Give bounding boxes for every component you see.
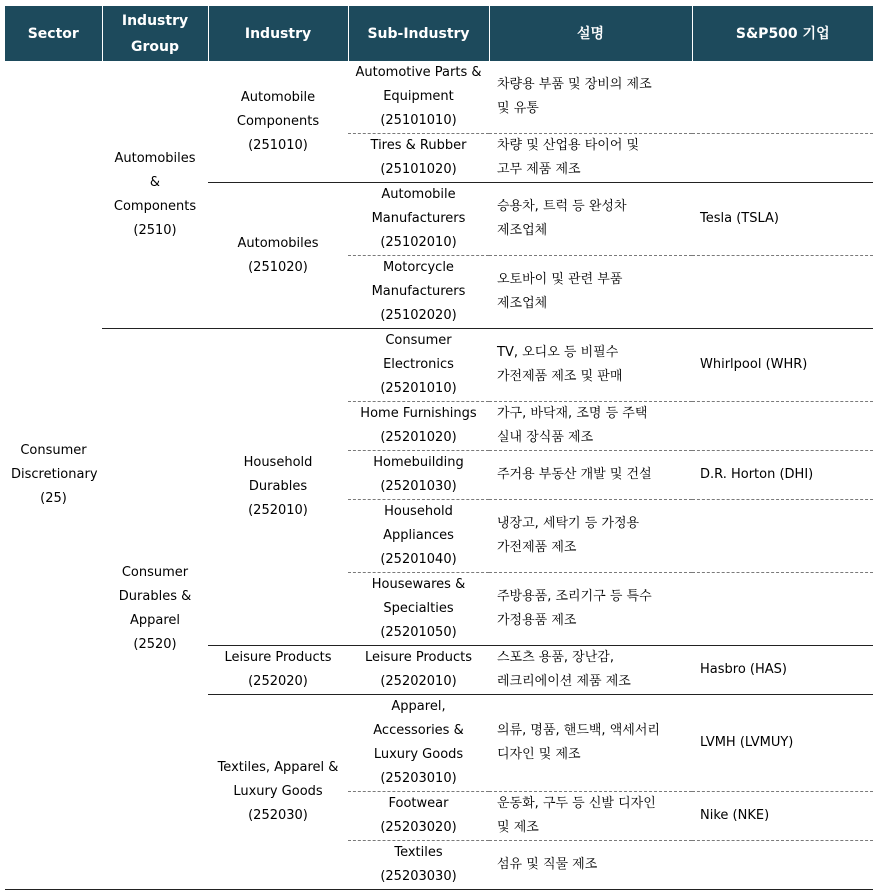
header-sector: Sector: [5, 6, 102, 61]
sub-industry-cell: Consumer Electronics (25201010): [348, 329, 489, 402]
company-cell: [692, 256, 873, 329]
company-cell: [692, 573, 873, 646]
company-cell: [692, 500, 873, 573]
sub-industry-code: (25203020): [380, 820, 457, 835]
industry-group-code: (2520): [133, 637, 177, 652]
company-cell: Whirlpool (WHR): [692, 329, 873, 402]
header-industry-group: Industry Group: [102, 6, 208, 61]
sub-industry-code: (25201040): [380, 552, 457, 567]
industry-code: (252030): [248, 808, 308, 823]
sub-industry-cell: Automobile Manufacturers (25102010): [348, 183, 489, 256]
sub-industry-cell: Automotive Parts & Equipment (25101010): [348, 61, 489, 134]
description-cell: 섬유 및 직물 제조: [489, 841, 692, 890]
sub-industry-cell: Household Appliances (25201040): [348, 500, 489, 573]
description-cell: 의류, 명품, 핸드백, 액세서리 디자인 및 제조: [489, 695, 692, 792]
sub-industry-code: (25201050): [380, 625, 457, 640]
sub-industry-code: (25101020): [380, 162, 457, 177]
table-row: [5, 61, 873, 134]
sub-industry-code: (25201010): [380, 381, 457, 396]
description-cell: 승용차, 트럭 등 완성차 제조업체: [489, 183, 692, 256]
sub-industry-cell: Homebuilding (25201030): [348, 451, 489, 500]
sub-industry-cell: Home Furnishings (25201020): [348, 402, 489, 451]
description-cell: 주거용 부동산 개발 및 건설: [489, 451, 692, 500]
description-cell: 냉장고, 세탁기 등 가정용 가전제품 제조: [489, 500, 692, 573]
gics-classification-table: [5, 6, 873, 890]
sub-industry-cell: Leisure Products (25202010): [348, 646, 489, 695]
sub-industry-cell: Textiles (25203030): [348, 841, 489, 890]
sub-industry-code: (25203030): [380, 869, 457, 884]
description-cell: 가구, 바닥재, 조명 등 주택 실내 장식품 제조: [489, 402, 692, 451]
sub-industry-code: (25201030): [380, 479, 457, 494]
description-cell: 차량용 부품 및 장비의 제조 및 유통: [489, 61, 692, 134]
sector-cell: [5, 61, 102, 890]
industry-code: (251020): [248, 259, 308, 275]
sector-code: (25): [40, 491, 67, 506]
industry-code: (251010): [248, 137, 308, 153]
industry-group-cell: Consumer Durables & Apparel (2520): [102, 329, 208, 890]
industry-cell: Household Durables (252010): [208, 329, 348, 646]
description-cell: 주방용품, 조리기구 등 특수 가정용품 제조: [489, 573, 692, 646]
sector-name: Consumer Discretionary: [11, 443, 98, 482]
company-cell: Nike (NKE): [692, 792, 873, 841]
header-industry: Industry: [208, 6, 348, 61]
sub-industry-cell: Apparel, Accessories & Luxury Goods (25203010): [348, 695, 489, 792]
sub-industry-code: (25201020): [380, 430, 457, 445]
company-cell: D.R. Horton (DHI): [692, 451, 873, 500]
company-cell: [692, 402, 873, 451]
industry-cell: Automobiles (251020): [208, 183, 348, 329]
company-cell: Tesla (TSLA): [692, 183, 873, 256]
industry-cell: Automobile Components (251010): [208, 61, 348, 183]
industry-cell: Textiles, Apparel & Luxury Goods (252030): [208, 695, 348, 890]
sub-industry-code: (25202010): [380, 674, 457, 689]
sub-industry-code: (25102020): [380, 308, 457, 323]
header-sp500-company: S&P500 기업: [692, 6, 873, 61]
sub-industry-code: (25203010): [380, 771, 457, 786]
company-cell: Hasbro (HAS): [692, 646, 873, 695]
sub-industry-code: (25102010): [380, 235, 457, 250]
gics-table-container: [5, 6, 873, 890]
description-cell: TV, 오디오 등 비필수 가전제품 제조 및 판매: [489, 329, 692, 402]
description-cell: 스포츠 용품, 장난감, 레크리에이션 제품 제조: [489, 646, 692, 695]
industry-code: (252010): [248, 503, 308, 518]
sub-industry-cell: Motorcycle Manufacturers (25102020): [348, 256, 489, 329]
industry-cell: Leisure Products (252020): [208, 646, 348, 695]
header-description: 설명: [489, 6, 692, 61]
sub-industry-cell: Footwear (25203020): [348, 792, 489, 841]
sub-industry-cell: Housewares & Specialties (25201050): [348, 573, 489, 646]
company-cell: [692, 134, 873, 183]
description-cell: 운동화, 구두 등 신발 디자인 및 제조: [489, 792, 692, 841]
company-cell: [692, 61, 873, 134]
description-cell: 오토바이 및 관련 부품 제조업체: [489, 256, 692, 329]
sub-industry-cell: Tires & Rubber (25101020): [348, 134, 489, 183]
industry-group-code: (2510): [133, 222, 177, 238]
header-row: [5, 6, 873, 61]
header-sub-industry: Sub-Industry: [348, 6, 489, 61]
table-row: [5, 329, 873, 402]
company-cell: LVMH (LVMUY): [692, 695, 873, 792]
sub-industry-code: (25101010): [380, 113, 457, 128]
industry-code: (252020): [248, 674, 308, 689]
company-cell: [692, 841, 873, 890]
industry-group-cell: Automobiles & Components (2510): [102, 61, 208, 329]
description-cell: 차량 및 산업용 타이어 및 고무 제품 제조: [489, 134, 692, 183]
